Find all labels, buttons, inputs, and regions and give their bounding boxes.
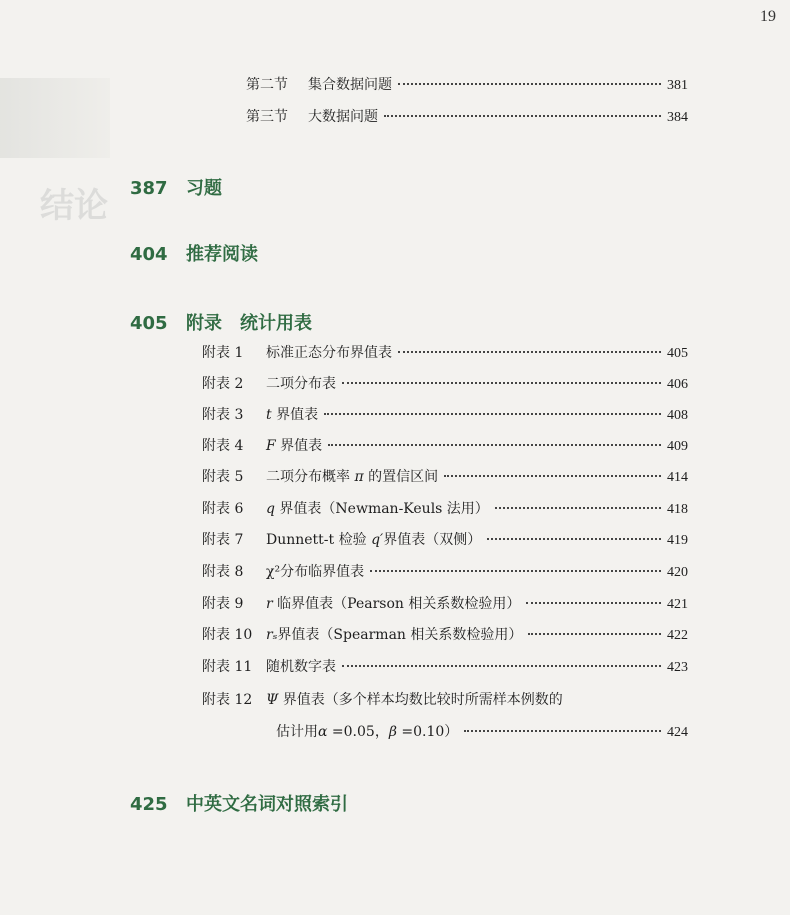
table-label: 附表 1 — [202, 345, 244, 361]
beta-value: =0.10） — [401, 724, 459, 740]
table-symbol: q′ — [371, 532, 384, 548]
toc-entry-section-2[interactable] — [246, 74, 688, 94]
toc-entry-table-1[interactable] — [202, 342, 688, 362]
page-bleed-shadow — [0, 78, 110, 158]
toc-entry-table-3[interactable] — [202, 404, 688, 424]
table-page: 418 — [667, 502, 688, 517]
table-label: 附表 5 — [202, 469, 244, 485]
table-title: 随机数字表 — [266, 659, 336, 675]
toc-entry-table-10[interactable] — [202, 624, 688, 644]
table-label: 附表 3 — [202, 407, 244, 423]
dot-leader — [370, 570, 661, 572]
table-symbol: χ² — [266, 564, 281, 580]
chapter-page: 387 — [130, 178, 168, 199]
toc-entry-table-2[interactable] — [202, 373, 688, 393]
dot-leader — [464, 730, 661, 732]
section-page: 384 — [667, 110, 688, 125]
dot-leader — [342, 665, 661, 667]
table-label: 附表 2 — [202, 376, 244, 392]
table-title: 二项分布表 — [266, 376, 336, 392]
table-title-line2: 估计用 — [276, 724, 318, 740]
dot-leader — [526, 602, 661, 604]
toc-entry-table-12-cont[interactable] — [276, 721, 688, 741]
dot-leader — [342, 382, 661, 384]
beta-symbol: β — [388, 724, 397, 740]
toc-entry-table-7[interactable] — [202, 529, 688, 549]
toc-entry-table-5[interactable] — [202, 466, 688, 486]
table-title: 界值表（多个样本均数比较时所需样本例数的 — [282, 692, 563, 708]
table-label: 附表 11 — [202, 659, 253, 675]
table-title: 标准正态分布界值表 — [266, 345, 392, 361]
table-page: 408 — [667, 408, 688, 423]
dot-leader — [495, 507, 661, 509]
dot-leader — [487, 538, 661, 540]
table-title: 界值表 — [280, 438, 323, 454]
table-title: 界值表（Spearman 相关系数检验用） — [277, 627, 523, 643]
table-title: 分布临界值表 — [280, 564, 365, 580]
table-title: 二项分布概率 — [266, 469, 350, 485]
table-page: 422 — [667, 628, 688, 643]
chapter-title: 中英文名词对照索引 — [186, 794, 348, 815]
table-label: 附表 7 — [202, 532, 244, 548]
table-title-2: 的置信区间 — [368, 469, 439, 485]
alpha-symbol: α — [318, 724, 328, 740]
toc-chapter-appendix[interactable] — [130, 309, 312, 335]
table-page: 409 — [667, 439, 688, 454]
table-label: 附表 12 — [202, 692, 253, 708]
toc-entry-table-9[interactable] — [202, 593, 688, 613]
alpha-value: =0.05， — [331, 724, 389, 740]
dot-leader — [384, 115, 661, 117]
table-symbol: F — [266, 438, 276, 454]
table-symbol: π — [354, 469, 364, 485]
table-symbol: r — [266, 596, 273, 612]
toc-entry-table-8[interactable] — [202, 561, 688, 581]
toc-entry-table-4[interactable] — [202, 435, 688, 455]
table-page: 414 — [667, 470, 688, 485]
toc-entry-table-11[interactable] — [202, 656, 688, 676]
chapter-page: 405 — [130, 313, 168, 334]
dot-leader — [528, 633, 661, 635]
chapter-title: 习题 — [186, 178, 222, 199]
table-page: 405 — [667, 346, 688, 361]
chapter-title: 附录 统计用表 — [186, 313, 312, 334]
table-title: 临界值表（Pearson 相关系数检验用） — [277, 596, 521, 612]
section-title: 大数据问题 — [308, 109, 378, 125]
toc-entry-table-12[interactable] — [202, 689, 688, 709]
table-page: 406 — [667, 377, 688, 392]
table-label: 附表 8 — [202, 564, 244, 580]
dot-leader — [328, 444, 661, 446]
table-label: 附表 4 — [202, 438, 244, 454]
table-title: 界值表（Newman-Keuls 法用） — [279, 501, 489, 517]
dot-leader — [398, 351, 661, 353]
toc-entry-section-3[interactable] — [246, 106, 688, 126]
table-label: 附表 9 — [202, 596, 244, 612]
table-symbol: Ψ — [266, 692, 279, 708]
toc-chapter-reading[interactable] — [130, 240, 258, 266]
table-title: Dunnett-t 检验 — [266, 532, 367, 548]
section-label: 第三节 — [246, 109, 288, 125]
section-page: 381 — [667, 78, 688, 93]
section-label: 第二节 — [246, 77, 288, 93]
toc-entry-table-6[interactable] — [202, 498, 688, 518]
table-symbol: rₛ — [266, 627, 278, 643]
ghost-heading: 结论 — [40, 186, 108, 226]
table-page: 419 — [667, 533, 688, 548]
page-number: 19 — [760, 8, 776, 25]
table-symbol: q — [266, 501, 275, 517]
table-page: 420 — [667, 565, 688, 580]
table-page: 424 — [667, 725, 688, 740]
table-label: 附表 6 — [202, 501, 244, 517]
chapter-title: 推荐阅读 — [186, 244, 258, 265]
table-symbol: t — [266, 407, 272, 423]
table-page: 421 — [667, 597, 688, 612]
toc-chapter-exercises[interactable] — [130, 174, 222, 200]
section-title: 集合数据问题 — [308, 77, 392, 93]
table-title: 界值表 — [276, 407, 319, 423]
chapter-page: 425 — [130, 794, 168, 815]
dot-leader — [398, 83, 661, 85]
table-page: 423 — [667, 660, 688, 675]
dot-leader — [444, 475, 661, 477]
dot-leader — [324, 413, 661, 415]
table-label: 附表 10 — [202, 627, 253, 643]
table-title-2: 界值表（双侧） — [383, 532, 482, 548]
chapter-page: 404 — [130, 244, 168, 265]
toc-chapter-index[interactable] — [130, 790, 348, 816]
